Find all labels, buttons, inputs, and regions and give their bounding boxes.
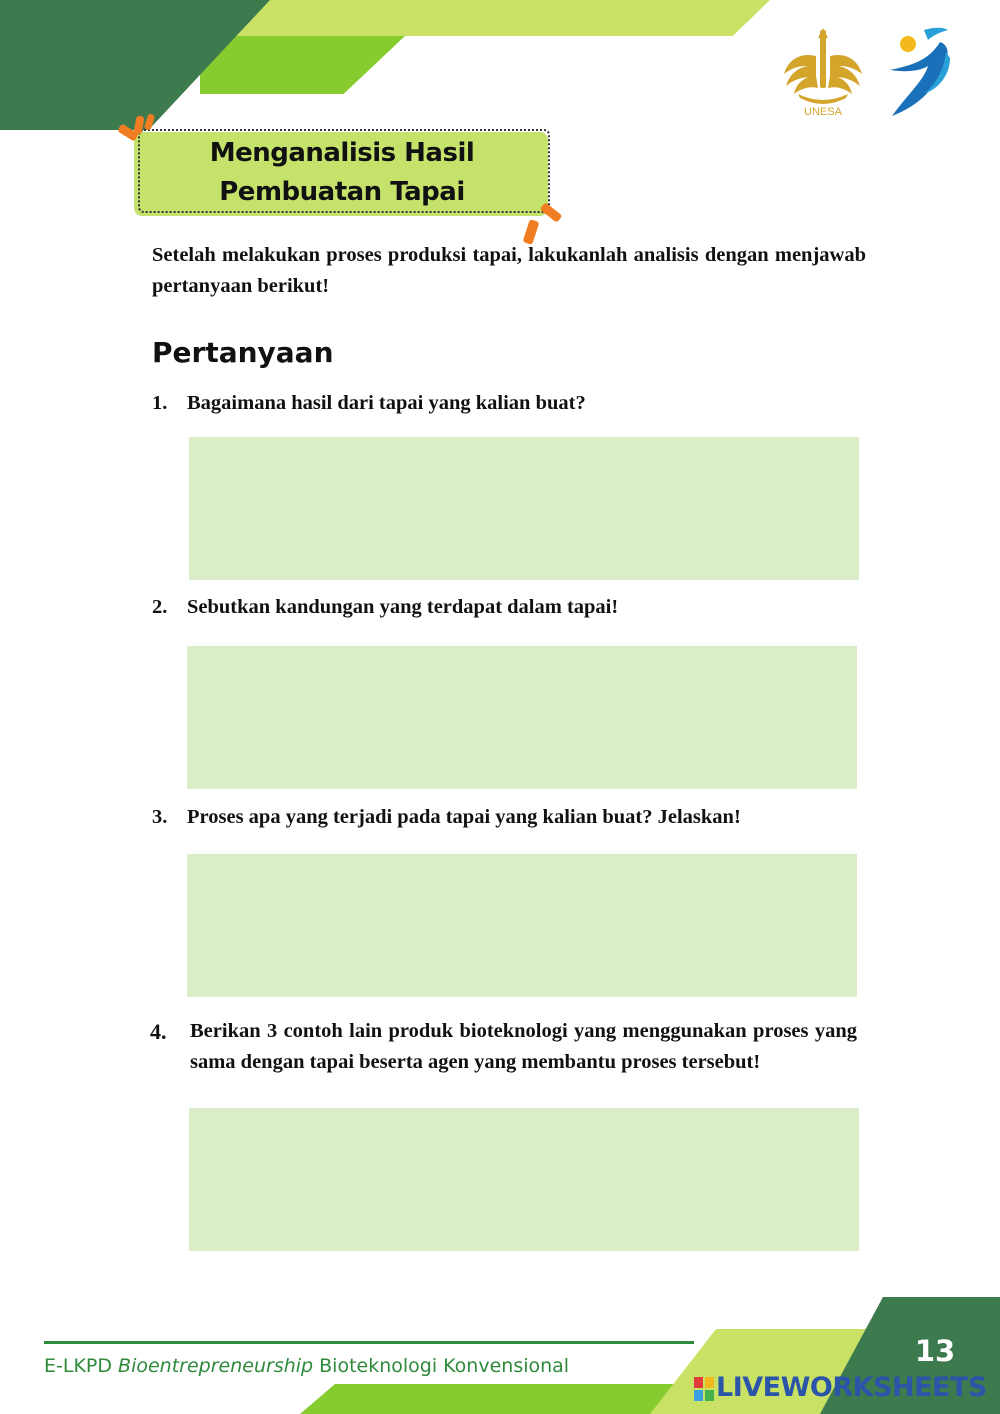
page-title [134,134,550,212]
footer-italic: Bioentrepreneurship [118,1355,314,1377]
question-text: Berikan 3 contoh lain produk bioteknologi yang menggunakan proses yang sama dengan tapai beserta agen yang membantu proses tersebut! [190,1020,857,1073]
question-text: Bagaimana hasil dari tapai yang kalian buat? [187,392,586,414]
question-number: 3. [152,806,168,828]
question-text: Sebutkan kandungan yang terdapat dalam tapai! [187,596,619,618]
footer-suffix: Bioteknologi Konvensional [313,1355,570,1377]
question-number: 2. [152,596,168,618]
intro-paragraph: Setelah melakukan proses produksi tapai, lakukanlah analisis dengan menjawab pertanyaan berikut! [152,244,866,297]
answer-box-4[interactable] [189,1108,859,1251]
question-1 [152,388,872,419]
answer-box-2[interactable] [187,646,857,789]
answer-box-3[interactable] [187,854,857,997]
question-number: 4. [150,1019,167,1044]
unesa-logo [778,26,868,118]
liveworksheets-logo-icon [694,1377,714,1401]
question-2 [152,592,872,623]
unesa-logo-text: UNESA [804,106,842,118]
spark-decoration-right-2 [540,202,563,223]
footer-rule [44,1341,694,1344]
merdeka-belajar-logo [884,22,954,120]
section-title: Pertanyaan [152,336,334,369]
footer-text [44,1355,569,1377]
answer-box-1[interactable] [189,437,859,580]
page-number: 13 [914,1334,956,1368]
question-text: Proses apa yang terjadi pada tapai yang kalian buat? Jelaskan! [187,806,741,828]
header-stripe-lime [200,36,405,94]
footer-prefix: E-LKPD [44,1355,119,1377]
question-4 [150,1016,857,1078]
title-line-1: Menganalisis Hasil [209,138,475,168]
question-number: 1. [152,392,168,414]
title-line-2: Pembuatan Tapai [219,177,465,207]
liveworksheets-watermark: LIVEWORKSHEETS [716,1372,987,1403]
question-3 [152,802,872,833]
